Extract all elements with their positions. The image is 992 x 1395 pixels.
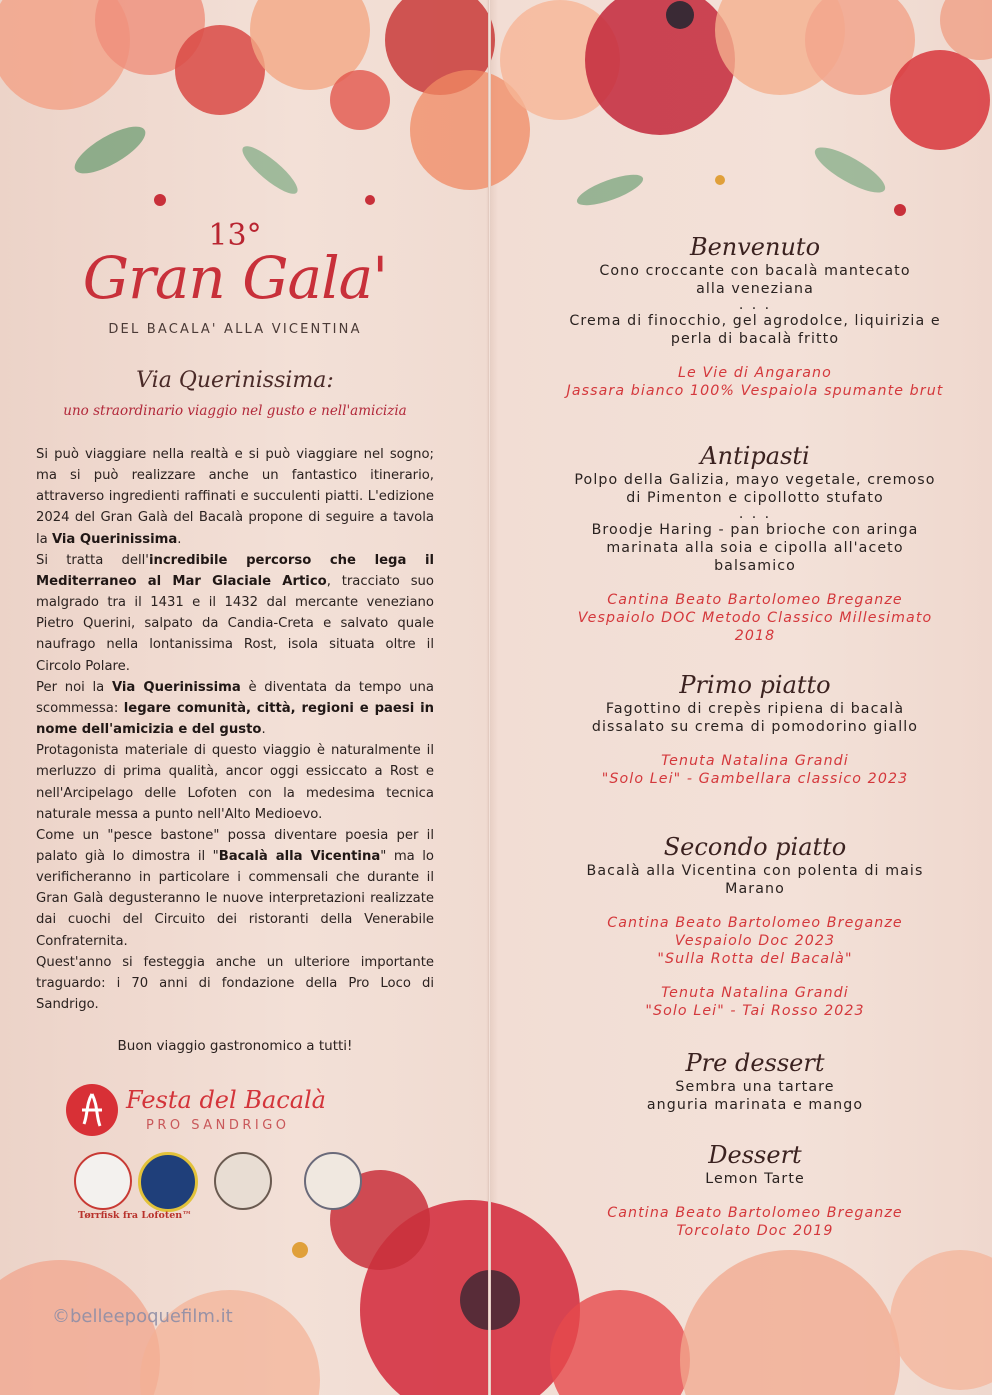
dish-line: di Pimenton e cipollotto stufato bbox=[626, 490, 884, 506]
wine-line: Cantina Beato Bartolomeo Breganze bbox=[607, 915, 903, 931]
wine-line: Le Vie di Angarano bbox=[678, 365, 832, 381]
section-title: Benvenuto bbox=[689, 233, 821, 261]
wine-line: 2018 bbox=[734, 628, 776, 644]
partner-seals bbox=[36, 1152, 376, 1224]
highlight: legare comunità, città, regioni e paesi in nome dell'amicizia e del gusto bbox=[36, 700, 435, 738]
text: è diventata da tempo una scommessa: bbox=[36, 679, 434, 716]
intro-paragraph-3 bbox=[36, 677, 434, 740]
dish-line: alla veneziana bbox=[696, 281, 814, 297]
intro-paragraph-2 bbox=[36, 550, 434, 677]
section-dessert bbox=[540, 1140, 970, 1240]
edition-number: 13° bbox=[208, 218, 262, 253]
dish-line: perla di bacalà fritto bbox=[670, 331, 840, 347]
text: . bbox=[177, 531, 182, 547]
intro-paragraph-4: Protagonista materiale di questo viaggio è naturalmente il merluzzo di prima qualità, ancor oggi essiccato a Rost e nell'Arcipelago delle Lofoten con la medesima tecnica naturale messa a punto nell'Alto Medioevo. bbox=[36, 743, 434, 822]
section-title: Primo piatto bbox=[679, 671, 831, 699]
seal-caption: Tørrfisk fra Lofoten™ bbox=[78, 1210, 192, 1221]
dish-line: anguria marinata e mango bbox=[646, 1097, 864, 1113]
event-subtitle: DEL BACALA' ALLA VICENTINA bbox=[108, 322, 362, 337]
highlight: Via Querinissima bbox=[111, 679, 241, 695]
festa-del-bacala-logo bbox=[64, 1080, 364, 1140]
section-benvenuto bbox=[540, 232, 970, 400]
dish-line: Cono croccante con bacalà mantecato bbox=[599, 263, 911, 279]
section-primo-piatto bbox=[540, 670, 970, 788]
dish-line: balsamico bbox=[714, 558, 796, 574]
event-title: Gran Gala' bbox=[82, 244, 388, 312]
text: Per noi la bbox=[36, 679, 112, 695]
intro-paragraph-5 bbox=[36, 825, 434, 952]
dish-line: Bacalà alla Vicentina con polenta di mais bbox=[586, 863, 924, 879]
fish-emblem-icon bbox=[66, 1084, 118, 1136]
dish-line: Lemon Tarte bbox=[705, 1171, 805, 1187]
intro-body bbox=[36, 444, 434, 1015]
text: Come un "pesce bastone" possa diventare poesia per il palato già lo dimostra il " bbox=[36, 827, 434, 864]
dish-line: Sembra una tartare bbox=[675, 1079, 835, 1095]
logo-name: Festa del Bacalà bbox=[126, 1086, 326, 1114]
text: Si tratta dell' bbox=[36, 552, 149, 568]
wine-line: Vespaiolo DOC Metodo Classico Millesimato bbox=[577, 610, 933, 626]
dish-line: Polpo della Galizia, mayo vegetale, cremoso bbox=[574, 472, 936, 488]
wine-line: Jassara bianco 100% Vespaiola spumante brut bbox=[566, 383, 944, 399]
ristoranti-seal-icon bbox=[304, 1152, 362, 1210]
highlight: incredibile percorso che lega il Mediterraneo al Mar Glaciale Artico bbox=[36, 552, 434, 589]
wine-line: "Solo Lei" - Gambellara classico 2023 bbox=[601, 771, 909, 787]
intro-title: Via Querinissima: bbox=[136, 368, 334, 393]
confraternita-seal-icon bbox=[214, 1152, 272, 1210]
logo-subtitle: PRO SANDRIGO bbox=[146, 1118, 290, 1133]
wine-line: Cantina Beato Bartolomeo Breganze bbox=[607, 592, 903, 608]
fold-line bbox=[488, 0, 491, 1395]
highlight: Bacalà alla Vicentina bbox=[218, 848, 381, 864]
section-pre-dessert bbox=[540, 1048, 970, 1114]
dish-line: Broodje Haring - pan brioche con aringa bbox=[591, 522, 919, 538]
text: , tracciato suo malgrado tra il 1431 e il 1432 dal mercante veneziano Pietro Querini, salpato da Candia-Creta e salvato quale naufrago nella lontanissima Rost, isola situata oltre il Circolo Polare. bbox=[36, 573, 434, 674]
dish-line: marinata alla soia e cipolla all'aceto bbox=[606, 540, 904, 556]
text: Si può viaggiare nella realtà e si può viaggiare nel sogno; ma si può realizzare anche un fantastico itinerario, attraverso ingredienti raffinati e succulenti piatti. L'edizione 2024 del Gran Galà del Bacalà propone di seguire a tavola la bbox=[36, 447, 434, 547]
wine-line: Tenuta Natalina Grandi bbox=[661, 753, 849, 769]
floral-top-decoration bbox=[0, 0, 992, 240]
section-secondo-piatto bbox=[540, 832, 970, 1020]
dish-line: Crema di finocchio, gel agrodolce, liquirizia e bbox=[569, 313, 941, 329]
intro-paragraph-6: Quest'anno si festeggia anche un ulteriore importante traguardo: i 70 anni di fondazione della Pro Loco di Sandrigo. bbox=[36, 954, 434, 1013]
closing-line: Buon viaggio gastronomico a tutti! bbox=[117, 1038, 353, 1054]
dish-line: dissalato su crema di pomodorino giallo bbox=[591, 719, 919, 735]
igp-seal-icon bbox=[138, 1152, 198, 1212]
watermark: ©belleepoquefilm.it bbox=[52, 1306, 233, 1327]
highlight: Via Querinissima bbox=[51, 531, 178, 547]
section-title: Antipasti bbox=[700, 442, 810, 470]
section-title: Secondo piatto bbox=[663, 833, 847, 861]
wine-line: Cantina Beato Bartolomeo Breganze bbox=[607, 1205, 903, 1221]
intro-paragraph-1 bbox=[36, 444, 434, 550]
lofoten-seal-icon bbox=[74, 1152, 132, 1210]
section-title: Pre dessert bbox=[685, 1049, 825, 1077]
dish-line: Fagottino di crepès ripiena di bacalà bbox=[605, 701, 905, 717]
intro-tagline: uno straordinario viaggio nel gusto e nell'amicizia bbox=[63, 403, 407, 419]
dish-line: Marano bbox=[725, 881, 785, 897]
wine-line: Torcolato Doc 2019 bbox=[676, 1223, 834, 1239]
text: " ma lo verificheranno in particolare i commensali che durante il Gran Galà degusteranno le nuove interpretazioni realizzate dai cuochi del Circuito dei ristoranti della Venerabile Confraternita. bbox=[36, 848, 434, 949]
separator: . . . bbox=[738, 297, 772, 313]
section-antipasti bbox=[540, 441, 970, 645]
wine-line: Vespaiolo Doc 2023 bbox=[674, 933, 836, 949]
wine-line: Tenuta Natalina Grandi bbox=[661, 985, 849, 1001]
text: . bbox=[261, 722, 266, 738]
wine-line: "Sulla Rotta del Bacalà" bbox=[657, 951, 853, 967]
section-title: Dessert bbox=[708, 1141, 802, 1169]
separator: . . . bbox=[738, 506, 772, 522]
wine-line: "Solo Lei" - Tai Rosso 2023 bbox=[645, 1003, 865, 1019]
